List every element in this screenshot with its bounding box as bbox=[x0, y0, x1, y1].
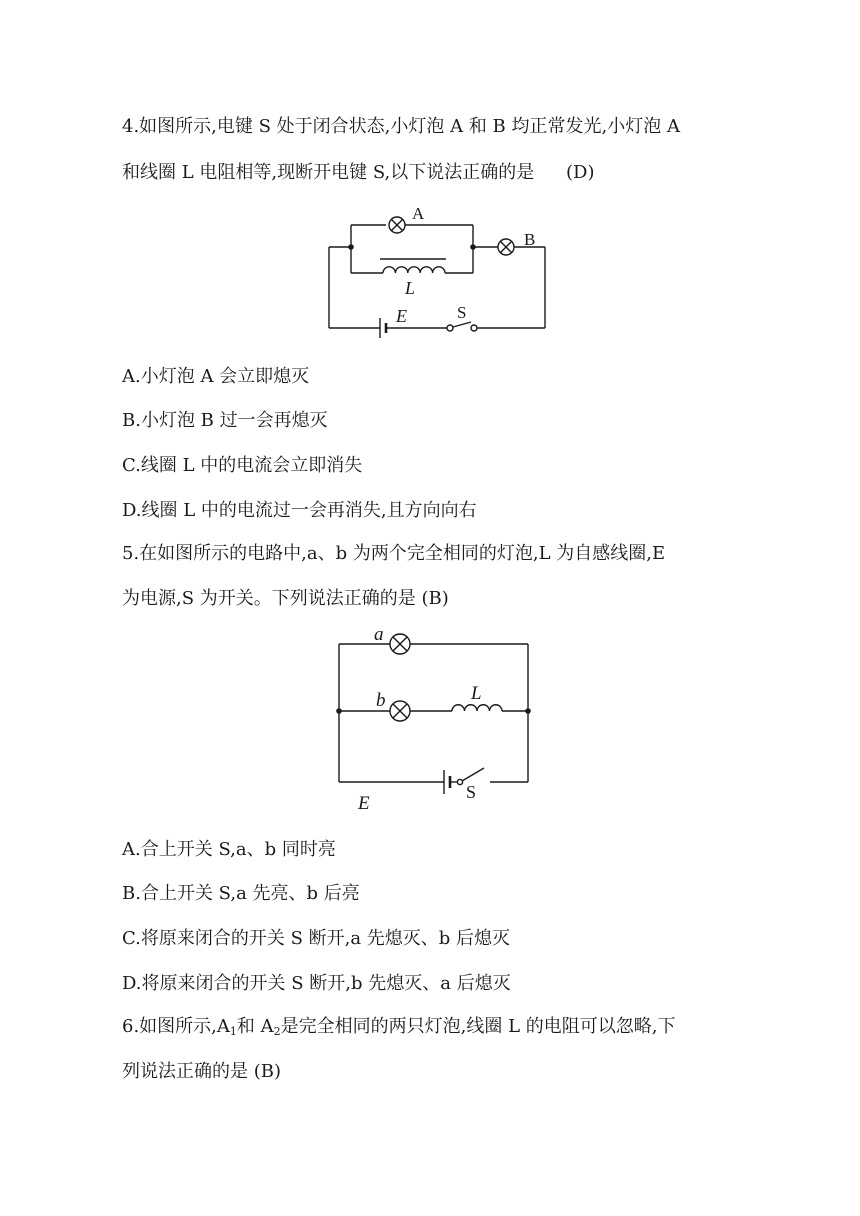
q5-label-switch: S bbox=[466, 782, 477, 802]
q4-lamp-b-icon bbox=[498, 239, 514, 255]
q6-stem-line2: 列说法正确的是 (B) bbox=[122, 1061, 281, 1082]
q4-stem-line1: 4.如图所示,电键 S 处于闭合状态,小灯泡 A 和 B 均正常发光,小灯泡 A bbox=[122, 116, 680, 137]
q5-junction-right bbox=[525, 708, 531, 714]
q5-option-a: A.合上开关 S,a、b 同时亮 bbox=[122, 839, 336, 860]
q4-stem-line2 bbox=[122, 160, 594, 186]
q5-option-b: B.合上开关 S,a 先亮、b 后亮 bbox=[122, 883, 360, 904]
q4-coil-icon bbox=[380, 259, 446, 273]
q5-label-lamp-b: b bbox=[376, 690, 386, 711]
q6-sub-1: 1 bbox=[229, 1025, 237, 1038]
q4-switch-icon bbox=[447, 322, 477, 331]
q4-junction-right bbox=[470, 244, 476, 250]
q4-option-a: A.小灯泡 A 会立即熄灭 bbox=[122, 366, 310, 387]
q4-label-switch: S bbox=[457, 303, 467, 322]
q4-circuit-diagram bbox=[320, 198, 560, 342]
q4-option-d: D.线圈 L 中的电流过一会再消失,且方向向右 bbox=[122, 500, 477, 521]
q5-lamp-b-icon bbox=[390, 701, 410, 721]
q4-battery-icon bbox=[380, 318, 386, 338]
q6-stem-line1 bbox=[122, 1014, 675, 1045]
q5-coil-icon bbox=[452, 705, 502, 711]
q6-stem-suffix: 是完全相同的两只灯泡,线圈 L 的电阻可以忽略,下 bbox=[280, 1016, 676, 1037]
q5-option-d: D.将原来闭合的开关 S 断开,b 先熄灭、a 后熄灭 bbox=[122, 973, 511, 994]
q5-label-coil: L bbox=[471, 683, 482, 704]
q4-stem-text: 和线圈 L 电阻相等,现断开电键 S,以下说法正确的是 bbox=[122, 162, 535, 183]
q4-lamp-a-icon bbox=[389, 217, 405, 233]
q5-label-source: E bbox=[358, 793, 370, 814]
q5-lamp-a-icon bbox=[390, 634, 410, 654]
q4-junction-left bbox=[348, 244, 354, 250]
q5-label-lamp-a: a bbox=[374, 624, 384, 645]
q6-stem-mid: 和 A bbox=[236, 1016, 274, 1037]
q4-option-c: C.线圈 L 中的电流会立即消失 bbox=[122, 455, 363, 476]
q4-label-lamp-a: A bbox=[412, 204, 425, 223]
q5-option-c: C.将原来闭合的开关 S 断开,a 先熄灭、b 后熄灭 bbox=[122, 928, 511, 949]
q5-stem-line1: 5.在如图所示的电路中,a、b 为两个完全相同的灯泡,L 为自感线圈,E bbox=[122, 543, 666, 564]
q4-label-source: E bbox=[396, 306, 407, 326]
q5-stem-line2: 为电源,S 为开关。下列说法正确的是 (B) bbox=[122, 588, 449, 609]
q4-label-coil: L bbox=[405, 278, 416, 298]
q6-sub-2: 2 bbox=[273, 1025, 281, 1038]
q4-label-lamp-b: B bbox=[524, 230, 536, 249]
q4-option-b: B.小灯泡 B 过一会再熄灭 bbox=[122, 410, 328, 431]
q5-junction-left bbox=[336, 708, 342, 714]
q5-circuit-diagram bbox=[330, 622, 540, 814]
q5-battery-icon bbox=[444, 770, 450, 794]
q6-stem-prefix: 6.如图所示,A bbox=[122, 1016, 230, 1037]
q4-answer: (D) bbox=[565, 162, 595, 183]
